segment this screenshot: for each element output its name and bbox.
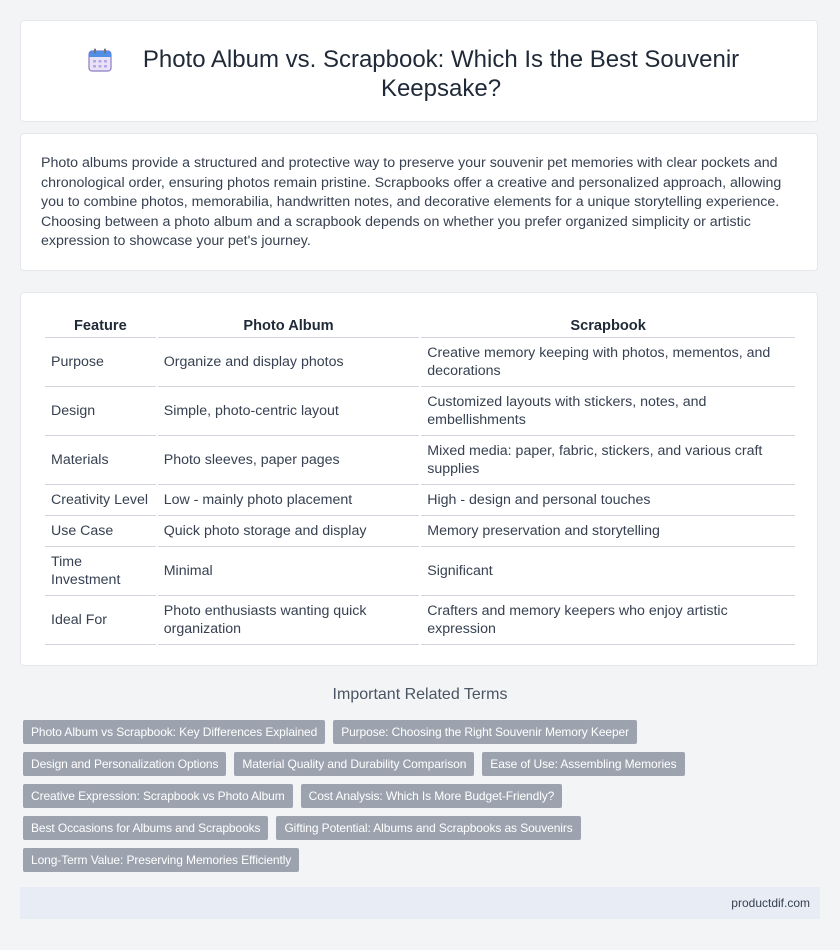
related-term-tag[interactable]: Best Occasions for Albums and Scrapbooks	[23, 816, 268, 840]
table-row	[45, 596, 795, 645]
intro-card	[20, 133, 818, 271]
title-card	[20, 20, 818, 122]
tag-row	[23, 784, 723, 808]
table-row	[45, 436, 795, 485]
table-row	[45, 547, 795, 596]
footer	[20, 887, 820, 919]
comparison-table	[43, 315, 797, 645]
table-row	[45, 516, 795, 547]
tag-row	[23, 848, 723, 872]
feature-cell: Creativity Level	[45, 485, 156, 516]
related-terms-list	[23, 720, 723, 880]
related-term-tag[interactable]: Long-Term Value: Preserving Memories Efficiently	[23, 848, 299, 872]
related-term-tag[interactable]: Design and Personalization Options	[23, 752, 226, 776]
table-row	[45, 485, 795, 516]
header-photo-album: Photo Album	[158, 315, 420, 338]
feature-cell: Materials	[45, 436, 156, 485]
related-term-tag[interactable]: Photo Album vs Scrapbook: Key Differences Explained	[23, 720, 325, 744]
scrapbook-cell: Significant	[421, 547, 795, 596]
feature-cell: Use Case	[45, 516, 156, 547]
photo-album-cell: Simple, photo-centric layout	[158, 387, 420, 436]
photo-album-cell: Photo sleeves, paper pages	[158, 436, 420, 485]
scrapbook-cell: Memory preservation and storytelling	[421, 516, 795, 547]
tag-row	[23, 816, 723, 840]
photo-album-cell: Photo enthusiasts wanting quick organization	[158, 596, 420, 645]
scrapbook-cell: Mixed media: paper, fabric, stickers, and various craft supplies	[421, 436, 795, 485]
feature-cell: Purpose	[45, 338, 156, 387]
tag-row	[23, 720, 723, 744]
feature-cell: Ideal For	[45, 596, 156, 645]
feature-cell: Time Investment	[45, 547, 156, 596]
table-row	[45, 387, 795, 436]
scrapbook-cell: Crafters and memory keepers who enjoy artistic expression	[421, 596, 795, 645]
calendar-icon	[87, 47, 113, 73]
related-term-tag[interactable]: Gifting Potential: Albums and Scrapbooks as Souvenirs	[276, 816, 580, 840]
scrapbook-cell: Customized layouts with stickers, notes, and embellishments	[421, 387, 795, 436]
comparison-card	[20, 292, 818, 666]
related-term-tag[interactable]: Material Quality and Durability Comparison	[234, 752, 474, 776]
table-header-row	[45, 315, 795, 338]
related-term-tag[interactable]: Creative Expression: Scrapbook vs Photo Album	[23, 784, 293, 808]
table-row	[45, 338, 795, 387]
photo-album-cell: Low - mainly photo placement	[158, 485, 420, 516]
photo-album-cell: Quick photo storage and display	[158, 516, 420, 547]
intro-paragraph: Photo albums provide a structured and protective way to preserve your souvenir pet memories with clear pockets and chronological order, ensuring photos remain pristine. Scrapbooks offer a creative and personalized approach, allowing you to combine photos, memorabilia, handwritten notes, and decorative elements for a unique storytelling experience. Choosing between a photo album and a scrapbook depends on whether you prefer organized simplicity or artistic expression to showcase your pet's journey.	[41, 155, 782, 249]
related-term-tag[interactable]: Cost Analysis: Which Is More Budget-Friendly?	[301, 784, 563, 808]
scrapbook-cell: Creative memory keeping with photos, mementos, and decorations	[421, 338, 795, 387]
related-terms-heading: Important Related Terms	[332, 686, 508, 703]
photo-album-cell: Minimal	[158, 547, 420, 596]
site-name[interactable]: productdif.com	[731, 896, 810, 910]
header-feature: Feature	[45, 315, 156, 338]
tag-row	[23, 752, 723, 776]
scrapbook-cell: High - design and personal touches	[421, 485, 795, 516]
header-scrapbook: Scrapbook	[421, 315, 795, 338]
related-term-tag[interactable]: Ease of Use: Assembling Memories	[482, 752, 684, 776]
photo-album-cell: Organize and display photos	[158, 338, 420, 387]
related-term-tag[interactable]: Purpose: Choosing the Right Souvenir Memory Keeper	[333, 720, 637, 744]
page-title: Photo Album vs. Scrapbook: Which Is the Best Souvenir Keepsake?	[142, 46, 740, 102]
feature-cell: Design	[45, 387, 156, 436]
